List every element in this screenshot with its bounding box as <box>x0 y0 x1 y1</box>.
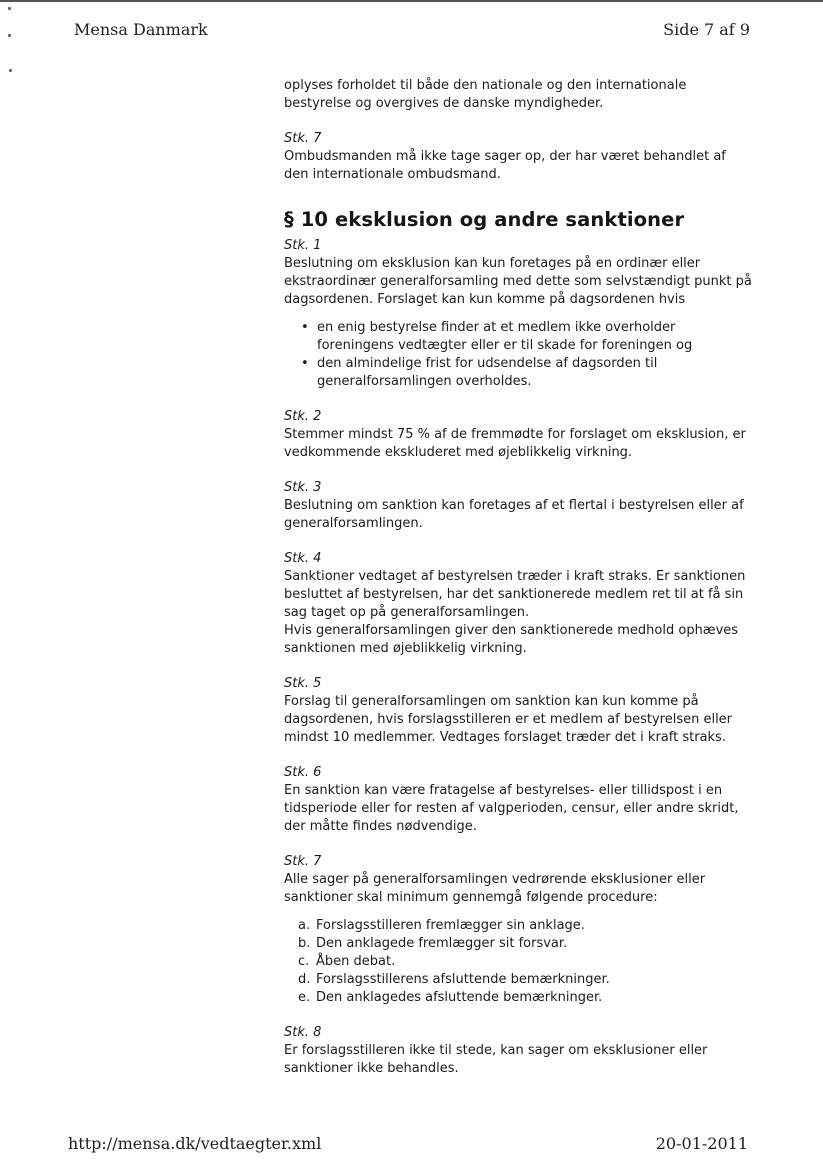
scan-mark <box>8 7 11 10</box>
stk1-text: Beslutning om eksklusion kan kun foretages på en ordinær eller ekstraordinær generalforsamling med dette som selvstændigt punkt på dagsordenen. Forslaget kan kun komme på dagsordenen hvis <box>284 256 752 307</box>
scan-mark <box>9 69 12 72</box>
stk2-text: Stemmer mindst 75 % af de fremmødte for forslaget om eksklusion, er vedkommende ekskluderet med øjeblikkelig virkning. <box>284 427 746 460</box>
scan-top-rule <box>0 0 823 2</box>
list-item-text: Åben debat. <box>316 954 396 969</box>
list-marker: d. <box>298 972 311 987</box>
stk1-label: Stk. 1 <box>284 238 322 253</box>
stk2-label: Stk. 2 <box>284 409 322 424</box>
list-item-text: Forslagsstillerens afsluttende bemærkninger. <box>316 972 610 987</box>
list-marker: b. <box>298 936 311 951</box>
intro-paragraph: oplyses forholdet til både den nationale og den internationale bestyrelse og overgives de danske myndigheder. <box>284 78 687 111</box>
stk8-label: Stk. 8 <box>284 1025 322 1040</box>
list-item <box>298 971 754 989</box>
list-marker: e. <box>298 990 311 1005</box>
stk3-text: Beslutning om sanktion kan foretages af et flertal i bestyrelsen eller af generalforsamlingen. <box>284 498 744 531</box>
list-item-text: Den anklagede fremlægger sit forsvar. <box>316 936 568 951</box>
stk7-text: Alle sager på generalforsamlingen vedrørende eksklusioner eller sanktioner skal minimum gennemgå følgende procedure: <box>284 872 706 905</box>
scan-mark <box>8 34 11 37</box>
list-item <box>298 935 754 953</box>
list-item <box>298 953 754 971</box>
header-org: Mensa Danmark <box>74 20 208 39</box>
intro-stk7-label: Stk. 7 <box>284 131 322 146</box>
list-item <box>298 917 754 935</box>
footer-url: http://mensa.dk/vedtaegter.xml <box>68 1134 322 1153</box>
stk8-text: Er forslagsstilleren ikke til stede, kan sager om eksklusioner eller sanktioner ikke behandles. <box>284 1043 708 1076</box>
list-item: • den almindelige frist for udsendelse af dagsorden til generalforsamlingen overholdes. <box>317 355 754 391</box>
header-page-number: Side 7 af 9 <box>663 20 750 39</box>
stk7-label: Stk. 7 <box>284 854 322 869</box>
footer-date: 20-01-2011 <box>655 1134 748 1153</box>
stk6-label: Stk. 6 <box>284 765 322 780</box>
stk4-text-2: Hvis generalforsamlingen giver den sanktionerede medhold ophæves sanktionen med øjeblikkelig virkning. <box>284 623 739 656</box>
section-heading: § 10 eksklusion og andre sanktioner <box>284 208 685 231</box>
list-item-text: Forslagsstilleren fremlægger sin anklage. <box>316 918 585 933</box>
stk3-label: Stk. 3 <box>284 480 322 495</box>
list-marker: c. <box>298 954 310 969</box>
stk1-bullet-list <box>284 319 754 391</box>
list-marker: a. <box>298 918 311 933</box>
intro-stk7-text: Ombudsmanden må ikke tage sager op, der har været behandlet af den internationale ombudsmand. <box>284 149 726 182</box>
list-item <box>298 989 754 1007</box>
stk6-text: En sanktion kan være fratagelse af bestyrelses- eller tillidspost i en tidsperiode eller for resten af valgperioden, censur, eller andre skridt, der måtte findes nødvendige. <box>284 783 739 834</box>
stk4-text: Sanktioner vedtaget af bestyrelsen træder i kraft straks. Er sanktionen besluttet af bestyrelsen, har det sanktionerede medlem ret til at få sin sag taget op på generalforsamlingen. <box>284 569 746 620</box>
list-item-text: Den anklagedes afsluttende bemærkninger. <box>316 990 603 1005</box>
document-body <box>284 77 754 1078</box>
stk4-label: Stk. 4 <box>284 551 322 566</box>
stk7-procedure-list <box>284 917 754 1007</box>
stk5-text: Forslag til generalforsamlingen om sanktion kan kun komme på dagsordenen, hvis forslagsstilleren er et medlem af bestyrelsen eller mindst 10 medlemmer. Vedtages forslaget træder det i kraft straks. <box>284 694 733 745</box>
stk5-label: Stk. 5 <box>284 676 322 691</box>
list-item: • en enig bestyrelse finder at et medlem ikke overholder foreningens vedtægter eller er til skade for foreningen og <box>317 319 754 355</box>
